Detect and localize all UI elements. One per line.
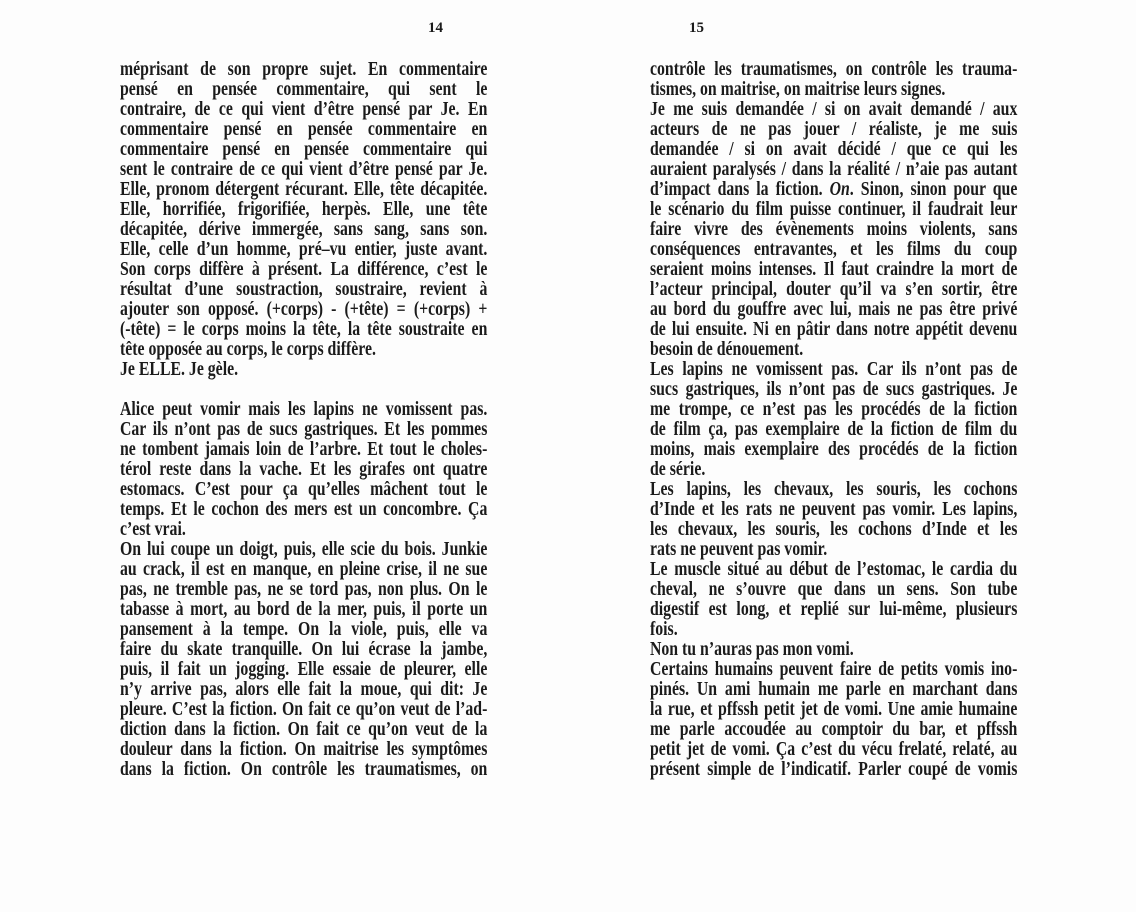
text-line: commentaire pensé en pensée commentaire qui [120, 138, 488, 160]
text-line: demandée / si on avait décidé / que ce qui les [650, 138, 1018, 160]
text-line: les chevaux, les souris, les cochons d’Inde et les [650, 518, 1018, 540]
blank-line [120, 379, 487, 399]
text-line: me parle accoudée au comptoir du bar, et pffssh [650, 718, 1018, 740]
italic-word: On [829, 178, 850, 200]
text-line: méprisant de son propre sujet. En commentaire [120, 58, 488, 80]
text-line: Elle, pronom détergent récurant. Elle, tête décapitée. [120, 178, 488, 200]
text-line: pansement à la tempe. On la viole, puis, elle va [120, 618, 488, 640]
text-line: Les lapins, les chevaux, les souris, les cochons [650, 478, 1018, 500]
text-line: conséquences entravantes, et les films du coup [650, 238, 1018, 260]
text-line: Son corps diffère à présent. La différence, c’est le [120, 258, 488, 280]
text-line: On lui coupe un doigt, puis, elle scie du bois. Junkie [120, 538, 488, 560]
text-line: pleure. C’est la fiction. On fait ce qu’on veut de l’ad- [120, 698, 488, 720]
text-line: tabasse à mort, au bord de la mer, puis, il porte un [120, 598, 488, 620]
text-line: au crack, il est en manque, en pleine crise, il ne sue [120, 558, 488, 580]
text-line: digestif est long, et replié sur lui-même, plusieurs [650, 598, 1018, 620]
text-line: faire du skate tranquille. On lui écrase la jambe, [120, 638, 488, 660]
text-line: tête opposée au corps, le corps diffère. [120, 338, 376, 360]
page-14 [120, 0, 487, 912]
text-line: la rue, et pffssh petit jet de vomi. Une amie humaine [650, 698, 1018, 720]
text-line: térol reste dans la vache. Et les girafes ont quatre [120, 458, 488, 480]
text-line: moins, mais exemplaire des procédés de la fiction [650, 438, 1018, 460]
text-line: puis, il fait un jogging. Elle essaie de pleurer, elle [120, 658, 488, 680]
page-number-right: 15 [689, 20, 704, 36]
text-line: Certains humains peuvent faire de petits vomis ino- [650, 658, 1018, 680]
text-line: décapitée, dérive immergée, sans sang, sans son. [120, 218, 488, 240]
text-line: pas, ne tremble pas, ne se tord pas, non plus. On le [120, 578, 488, 600]
text-line: besoin de dénouement. [650, 338, 804, 360]
text-line [650, 179, 1017, 199]
text-line: présent simple de l’indicatif. Parler coupé de vomis [650, 758, 1018, 780]
text-line: l’acteur principal, douter qu’il va s’en sortir, être [650, 278, 1018, 300]
text-line: pinés. Un ami humain me parle en marchant dans [650, 678, 1018, 700]
text-line: Je me suis demandée / si on avait demandé / aux [650, 98, 1018, 120]
text-line: sent le contraire de ce qui vient d’être pensé par Je. [120, 158, 488, 180]
text-line: cheval, ne s’ouvre que dans un sens. Son tube [650, 578, 1018, 600]
text-line: c’est vrai. [120, 518, 186, 540]
text-line: le scénario du film puisse continuer, il faudrait leur [650, 198, 1018, 220]
text-line: Je ELLE. Je gèle. [120, 358, 239, 380]
text-line: pensé en pensée commentaire, qui sent le [120, 78, 488, 100]
page-15-text [650, 59, 1017, 779]
text-line: Le muscle situé au début de l’estomac, le cardia du [650, 558, 1018, 580]
text-line: auraient paralysés / dans la réalité / n’aie pas autant [650, 158, 1018, 180]
page-15 [650, 0, 1016, 912]
text-line: commentaire pensé en pensée commentaire en [120, 118, 488, 140]
text-line: faire vivre des évènements moins violents, sans [650, 218, 1018, 240]
text-line: au bord du gouffre avec lui, mais ne pas être privé [650, 298, 1018, 320]
page-number-left: 14 [428, 20, 443, 36]
text-line: estomacs. C’est pour ça qu’elles mâchent tout le [120, 478, 488, 500]
text-line: contraire, de ce qui vient d’être pensé par Je. En [120, 98, 488, 120]
text-line: dans la fiction. On contrôle les traumatismes, on [120, 758, 488, 780]
text-line: (-tête) = le corps moins la tête, la tête soustraite en [120, 318, 488, 340]
text-line: me trompe, ce n’est pas les procédés de la fiction [650, 398, 1018, 420]
text-line: Les lapins ne vomissent pas. Car ils n’ont pas de [650, 358, 1018, 380]
text-line: ne tombent jamais loin de l’arbre. Et tout le choles- [120, 438, 488, 460]
page-14-text [120, 59, 487, 779]
text-line: de lui ensuite. Ni en pâtir dans notre appétit devenu [650, 318, 1018, 340]
text-segment: d’impact dans la fiction. [650, 178, 830, 200]
text-line: Elle, celle d’un homme, pré–vu entier, juste avant. [120, 238, 488, 260]
text-line: acteurs de ne pas jouer / réaliste, je me suis [650, 118, 1018, 140]
text-line: résultat d’une soustraction, soustraire, revient à [120, 278, 488, 300]
text-line: tismes, on maitrise, on maitrise leurs signes. [650, 78, 946, 100]
text-segment: . Sinon, sinon pour que [849, 178, 1018, 200]
text-line: d’Inde et les rats ne peuvent pas vomir. Les lapins, [650, 498, 1018, 520]
text-line: temps. Et le cochon des mers est un concombre. Ça [120, 498, 488, 520]
text-line: rats ne peuvent pas vomir. [650, 538, 828, 560]
text-line: de film ça, pas exemplaire de la fiction de film du [650, 418, 1018, 440]
text-line: seraient moins intenses. Il faut craindre la mort de [650, 258, 1018, 280]
text-line: Elle, horrifiée, frigorifiée, herpès. Elle, une tête [120, 198, 488, 220]
text-line: douleur dans la fiction. On maitrise les symptômes [120, 738, 488, 760]
text-line: petit jet de vomi. Ça c’est du vécu frelaté, relaté, au [650, 738, 1018, 760]
text-line: de série. [650, 458, 706, 480]
text-line: fois. [650, 618, 678, 640]
text-line: Non tu n’auras pas mon vomi. [650, 638, 854, 660]
text-line: n’y arrive pas, alors elle fait la moue, qui dit: Je [120, 678, 488, 700]
text-line: contrôle les traumatismes, on contrôle les trauma- [650, 58, 1018, 80]
text-line: Car ils n’ont pas de sucs gastriques. Et les pommes [120, 418, 488, 440]
text-line: diction dans la fiction. On fait ce qu’on veut de la [120, 718, 488, 740]
text-line: sucs gastriques, ils n’ont pas de sucs gastriques. Je [650, 378, 1018, 400]
text-line: Alice peut vomir mais les lapins ne vomissent pas. [120, 398, 488, 420]
text-line: ajouter son opposé. (+corps) - (+tête) = (+corps) + [120, 298, 488, 320]
